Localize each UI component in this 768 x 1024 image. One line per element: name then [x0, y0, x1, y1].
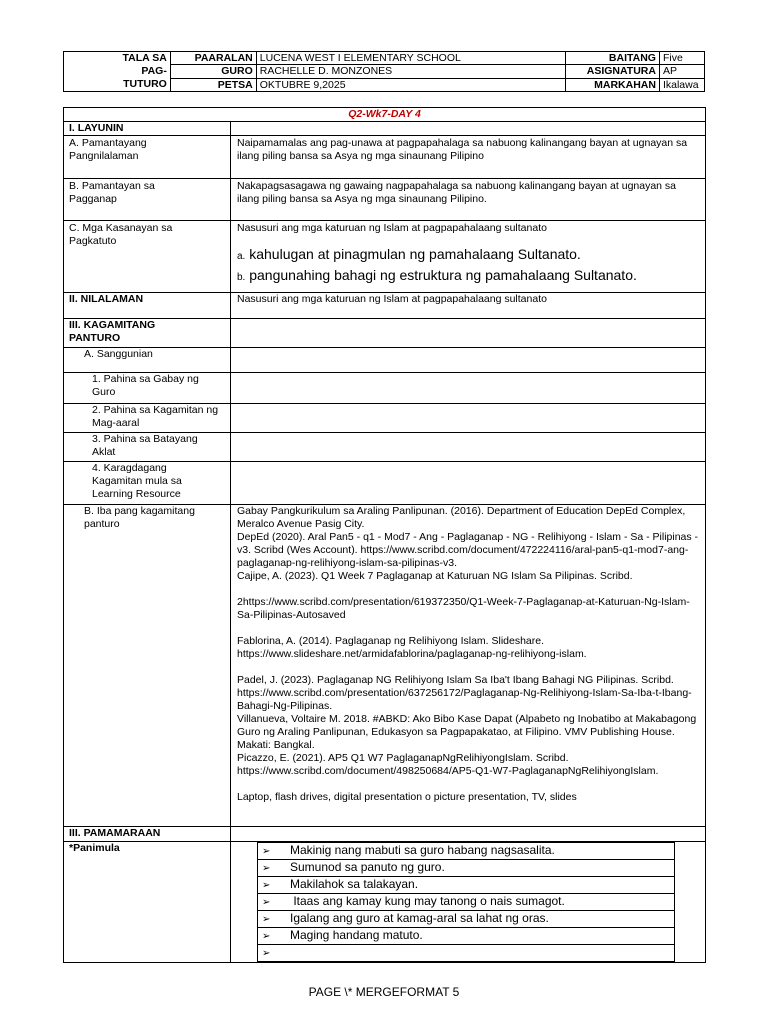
pamantayan-sa-pagganap-value: Nakapagsasagawa ng gawaing nagpapahalaga sa nabuong kalinangang bayan at ugnayan sa ilang piling bansa sa Asya ng mga sinaunang Pilipino.: [231, 179, 706, 221]
sanggunian-empty: [231, 348, 706, 373]
arrow-bullet-icon: ➢: [262, 897, 271, 908]
reference-6: Padel, J. (2023). Paglaganap NG Relihiyong Islam Sa Iba't Ibang Bahagi NG Pilipinas. Scribd. https://www.scribd.com/presentation/637256172/Paglaganap-Ng-Relihiyong-Islam-Sa-Iba-t-Ibang-Bahagi-Ng-Pilipinas.: [237, 674, 692, 712]
reference-5: Fablorina, A. (2014). Paglaganap ng Relihiyong Islam. Slideshare. https://www.slideshare.net/armidafablorina/paglaganap-ng-relihiyong-islam.: [237, 635, 587, 660]
reference-9: Laptop, flash drives, digital presentation o picture presentation, TV, slides: [237, 791, 577, 803]
kagamitang-empty: [231, 319, 706, 348]
kasanayan-value: Nasusuri ang mga katuruan ng Islam at pagpapahalaang sultanato: [237, 222, 547, 234]
baitang-label: BAITANG: [566, 52, 660, 65]
panimula-label: *Panimula: [64, 842, 231, 963]
nilalaman-heading: II. NILALAMAN: [64, 293, 231, 319]
karagdagang-label: 4. Karagdagang Kagamitan mula sa Learning Resource: [64, 462, 231, 505]
panimula-item-6: Maging handang matuto.: [290, 928, 423, 942]
list-item: [258, 877, 675, 894]
nilalaman-value: Nasusuri ang mga katuruan ng Islam at pagpapahalaang sultanato: [231, 293, 706, 319]
kasanayan-item-b: [237, 266, 699, 287]
kasanayan-b-letter: b.: [237, 272, 246, 283]
lesson-plan-table: [63, 107, 706, 963]
kagamitan-label: 2. Pahina sa Kagamitan ng Mag-aaral: [64, 404, 231, 433]
karagdagang-empty: [231, 462, 706, 505]
arrow-bullet-icon: ➢: [262, 880, 271, 891]
panimula-cell: [231, 842, 706, 963]
panimula-item-3: Makilahok sa talakayan.: [290, 877, 419, 891]
arrow-bullet-icon: ➢: [262, 863, 271, 874]
petsa-label: PETSA: [170, 78, 256, 91]
markahan-value: Ikalawa: [659, 78, 704, 91]
arrow-bullet-icon: ➢: [262, 846, 271, 857]
kasanayan-cell: [231, 221, 706, 293]
list-item: [258, 894, 675, 911]
reference-3: Cajipe, A. (2023). Q1 Week 7 Paglaganap at Katuruan NG Islam Sa Pilipinas. Scribd.: [237, 570, 633, 582]
title-line-2: PAG-: [141, 65, 167, 77]
pamantayang-pangnilalaman-text: A. Pamantayang Pangnilalaman: [69, 137, 147, 162]
iba-pang-text: B. Iba pang kagamitang panturo: [84, 505, 195, 530]
gabay-label: 1. Pahina sa Gabay ng Guro: [64, 373, 231, 404]
kasanayan-item-a: [237, 245, 699, 266]
panimula-item-5: Igalang ang guro at kamag-aral sa lahat ng oras.: [290, 911, 549, 925]
list-item: [258, 928, 675, 945]
paaralan-label: PAARALAN: [170, 52, 256, 65]
panimula-item-4: Itaas ang kamay kung may tanong o nais sumagot.: [290, 894, 565, 908]
gabay-empty: [231, 373, 706, 404]
guro-value: RACHELLE D. MONZONES: [256, 65, 565, 78]
kagamitang-panturo-heading: [64, 319, 231, 348]
list-item: [258, 911, 675, 928]
kagamitan-empty: [231, 404, 706, 433]
title-line-3: TUTURO: [123, 78, 167, 90]
layunin-empty: [231, 122, 706, 136]
asignatura-value: AP: [659, 65, 704, 78]
reference-1: Gabay Pangkurikulum sa Araling Panlipunan. (2016). Department of Education DepEd Complex, Meralco Avenue Pasig City.: [237, 505, 686, 530]
list-item: [258, 860, 675, 877]
kasanayan-label: [64, 221, 231, 293]
layunin-heading: I. LAYUNIN: [64, 122, 231, 136]
pamantayan-sa-pagganap-label: [64, 179, 231, 221]
panimula-item-1: Makinig nang mabuti sa guro habang nagsasalita.: [290, 843, 555, 857]
kasanayan-a-text: kahulugan at pinagmulan ng pamahalaang Sultanato.: [249, 246, 581, 262]
paaralan-value: LUCENA WEST I ELEMENTARY SCHOOL: [256, 52, 565, 65]
kasanayan-a-letter: a.: [237, 251, 246, 262]
petsa-value: OKTUBRE 9,2025: [256, 78, 565, 91]
reference-4: 2https://www.scribd.com/presentation/619372350/Q1-Week-7-Paglaganap-at-Katuruan-Ng-Islam-Sa-Pilipinas-Autosaved: [237, 596, 690, 621]
arrow-bullet-icon: ➢: [262, 948, 271, 959]
pamantayan-sa-pagganap-text: B. Pamantayan sa Pagganap: [69, 180, 155, 205]
sanggunian-label: A. Sanggunian: [64, 348, 231, 373]
pamantayang-pangnilalaman-value: Naipamamalas ang pag-unawa at pagpapahalaga sa nabuong kalinangang bayan at ugnayan sa ilang piling bansa sa Asya ng mga sinaunang Pilipino: [231, 136, 706, 179]
batayang-aklat-label: 3. Pahina sa Batayang Aklat: [64, 433, 231, 462]
kasanayan-text: C. Mga Kasanayan sa Pagkatuto: [69, 222, 173, 247]
panimula-item-2: Sumunod sa panuto ng guro.: [290, 860, 445, 874]
header-table: [63, 51, 705, 92]
kagamitang-panturo-text: III. KAGAMITANG PANTURO: [69, 319, 156, 344]
arrow-bullet-icon: ➢: [262, 914, 271, 925]
kasanayan-b-text: pangunahing bahagi ng estruktura ng pamahalaang Sultanato.: [249, 267, 637, 283]
reference-7: Villanueva, Voltaire M. 2018. #ABKD: Ako Bibo Kase Dapat (Alpabeto ng Inobatibo at Makabagong Guro ng Araling Panlipunan, Edukasyon sa Pagpapakatao, at Filipino. VMV Publishing House. Makati: Bangkal.: [237, 713, 697, 751]
list-item: [258, 945, 675, 962]
pamamaraan-heading: III. PAMAMARAAN: [64, 827, 231, 842]
iba-pang-label: [64, 505, 231, 827]
arrow-bullet-icon: ➢: [262, 931, 271, 942]
references-cell: [231, 505, 706, 827]
batayang-empty: [231, 433, 706, 462]
guro-label: GURO: [170, 65, 256, 78]
lesson-code: Q2-Wk7-DAY 4: [64, 108, 706, 122]
asignatura-label: ASIGNATURA: [566, 65, 660, 78]
markahan-label: MARKAHAN: [566, 78, 660, 91]
page-footer: PAGE \* MERGEFORMAT 5: [308, 985, 460, 999]
reference-8: Picazzo, E. (2021). AP5 Q1 W7 PaglaganapNgRelihiyongIslam. Scribd. https://www.scribd.com/document/498250684/AP5-Q1-W7-PaglaganapNgRelihiyongIslam.: [237, 752, 659, 777]
reference-2: DepEd (2020). Aral Pan5 - q1 - Mod7 - Ang - Paglaganap - NG - Relihiyong - Islam - Sa - Pilipinas - v3. Scribd (Wes Account). https://www.scribd.com/document/472224116/aral-pan5-q1-mod7-ang-paglaganap-ng-relihiyong-islam-sa-pilipinas-v3.: [237, 531, 699, 569]
title-line-1: TALA SA: [122, 52, 167, 64]
pamantayang-pangnilalaman-label: [64, 136, 231, 179]
list-item: [258, 843, 675, 860]
tala-sa-pagtuturo-title: [64, 52, 171, 92]
pamamaraan-empty: [231, 827, 706, 842]
baitang-value: Five: [659, 52, 704, 65]
panimula-list: [257, 842, 675, 962]
